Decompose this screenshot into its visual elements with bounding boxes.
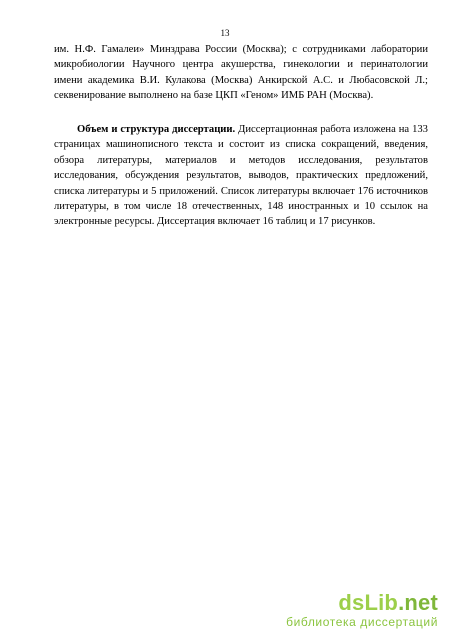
text-line bbox=[54, 122, 428, 137]
paragraph-heading: Объем и структура диссертации. bbox=[77, 124, 236, 135]
paragraph-acknowledgements bbox=[54, 42, 428, 104]
text-line: литературы, в том числе 18 отечественных, 148 иностранных и 10 ссылок на bbox=[54, 201, 428, 213]
text-line: электронные ресурсы. Диссертация включает 16 таблиц и 17 рисунков. bbox=[54, 216, 376, 228]
text-line: обзора литературы, материалов и методов исследования, результатов bbox=[54, 154, 428, 166]
text-line: секвенирование выполнено на базе ЦКП «Геном» ИМБ РАН (Москва). bbox=[54, 90, 374, 102]
text-line: имени академика В.И. Кулакова (Москва) Анкирской А.С. и Любасовской Л.; bbox=[54, 74, 428, 86]
watermark-logo bbox=[238, 591, 438, 615]
text-line: микробиологии Научного центра акушерства, гинекологии и перинатологии bbox=[54, 59, 428, 71]
dslib-watermark bbox=[238, 591, 438, 629]
text-fragment: Диссертационная работа изложена на 133 bbox=[235, 124, 428, 135]
watermark-logo-suffix: .net bbox=[398, 590, 438, 615]
text-line: списка литературы и 5 приложений. Список литературы включает 176 источников bbox=[54, 185, 428, 197]
text-line: исследования, обсуждения результатов, выводов, практических предложений, bbox=[54, 170, 428, 182]
watermark-logo-main: dsLib bbox=[338, 590, 399, 615]
text-line: страницах машинописного текста и состоит из списка сокращений, введения, bbox=[54, 139, 428, 151]
text-line: им. Н.Ф. Гамалеи» Минздрава России (Москва); с сотрудниками лаборатории bbox=[54, 44, 428, 55]
watermark-caption: библиотека диссертаций bbox=[286, 615, 438, 629]
paragraph-structure bbox=[54, 122, 428, 230]
page-number: 13 bbox=[220, 28, 230, 38]
